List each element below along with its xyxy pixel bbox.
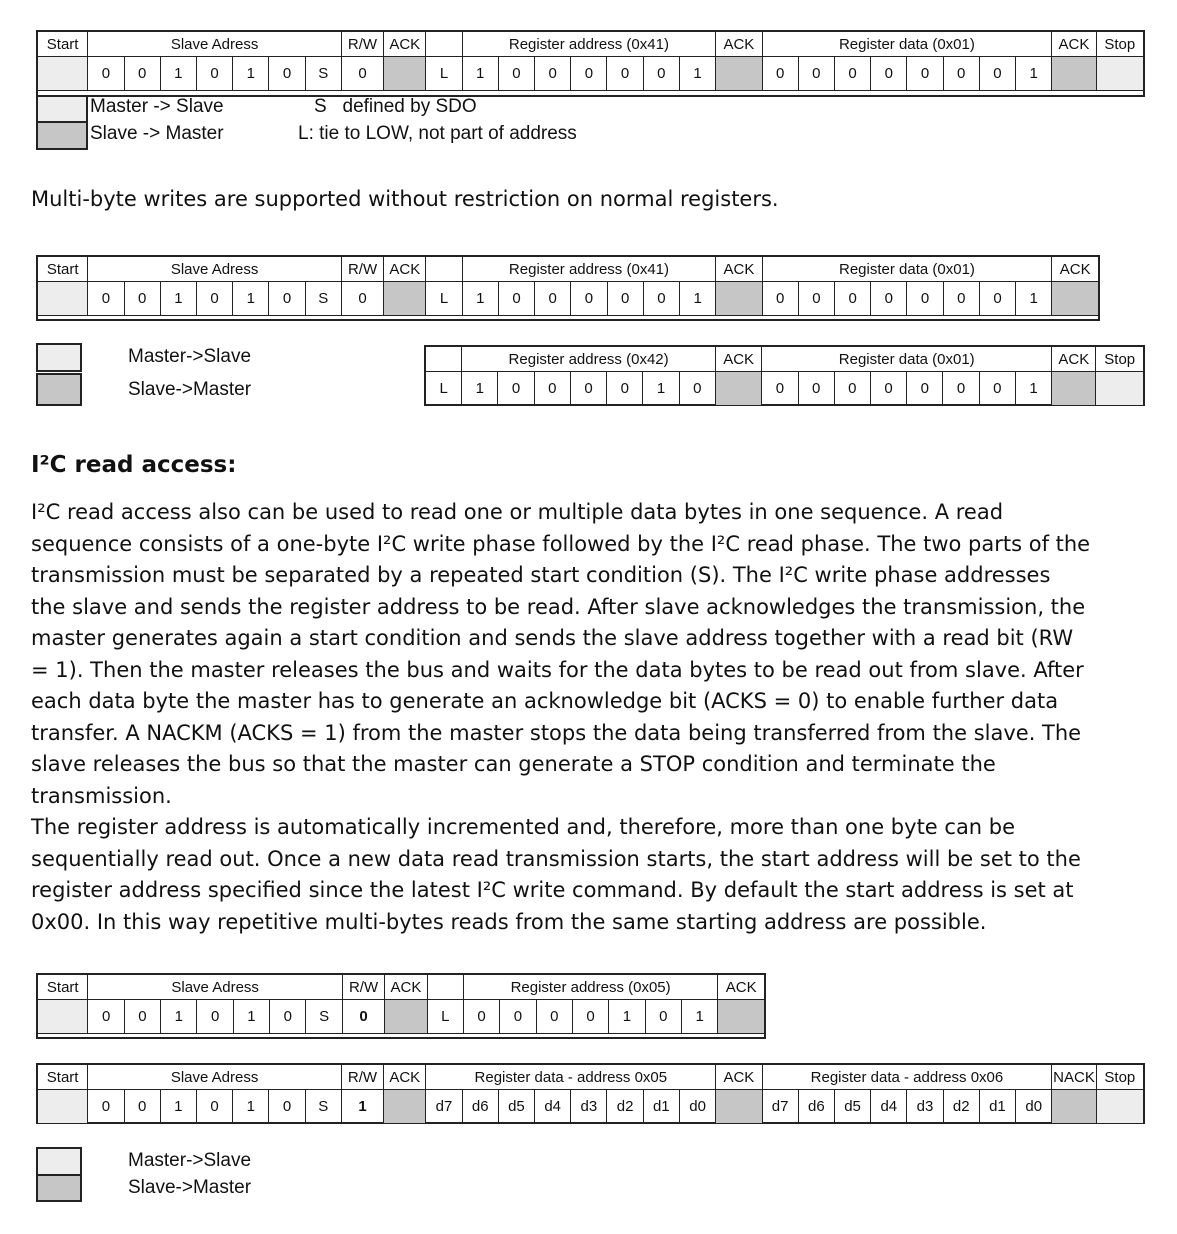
bit-cell: 0 xyxy=(835,282,871,316)
bit-cell: d3 xyxy=(571,1090,607,1124)
bit-cell: d7 xyxy=(762,1090,798,1124)
register-address-header: Register address (0x42) xyxy=(462,347,716,372)
bit-cell: 0 xyxy=(124,57,160,91)
start-cell-body xyxy=(38,1090,88,1124)
bit-cell: 0 xyxy=(762,57,798,91)
blank-header xyxy=(427,975,463,1000)
bit-cell: 0 xyxy=(943,282,979,316)
master-legend-swatch xyxy=(36,95,88,123)
bit-cell: 0 xyxy=(196,57,232,91)
start-cell-body xyxy=(38,1000,88,1034)
bit-cell: 1 xyxy=(462,57,498,91)
ack-header: ACK xyxy=(716,32,762,57)
legend-master-to-slave: Master->Slave xyxy=(128,346,252,367)
bit-cell: 0 xyxy=(798,372,834,406)
bit-cell: d0 xyxy=(679,1090,715,1124)
l-note: L: tie to LOW, not part of address xyxy=(298,123,577,144)
ack-cell xyxy=(716,282,762,316)
bit-cell: d6 xyxy=(798,1090,834,1124)
bit-cell: 1 xyxy=(233,57,269,91)
ack-cell xyxy=(385,1000,427,1034)
bit-cell: 1 xyxy=(1016,282,1052,316)
bit-cell: 0 xyxy=(870,372,906,406)
bit-cell: 0 xyxy=(535,57,571,91)
blank-header xyxy=(426,347,462,372)
bit-cell: 1 xyxy=(1016,57,1052,91)
bit-cell: 1 xyxy=(643,372,679,406)
bit-cell: d3 xyxy=(907,1090,943,1124)
bit-cell: 0 xyxy=(979,57,1015,91)
ack-header: ACK xyxy=(1052,257,1099,282)
bit-cell: 0 xyxy=(762,282,798,316)
multi-write-diagram-row1 xyxy=(37,256,1099,316)
bit-cell: 0 xyxy=(645,1000,681,1034)
bit-cell: d4 xyxy=(535,1090,571,1124)
bit-cell: 1 xyxy=(233,282,269,316)
ack-cell xyxy=(716,57,762,91)
stop-header: Stop xyxy=(1096,347,1144,372)
rw-bit-cell: 1 xyxy=(341,1090,383,1124)
bit-cell: 0 xyxy=(979,372,1015,406)
bit-cell: 0 xyxy=(607,57,643,91)
ack-header: ACK xyxy=(716,257,762,282)
bit-cell: 0 xyxy=(834,372,870,406)
s-note: S defined by SDO xyxy=(314,96,477,117)
ack-cell xyxy=(384,282,426,316)
stop-cell xyxy=(1096,1090,1143,1124)
read-phase-diagram xyxy=(37,1064,1144,1124)
read-access-paragraph-2: The register address is automatically incremented and, therefore, more than one byte can be sequentially read out. Once a new data read transmission starts, the start address will be set to the register address specified since the latest I²C write command. By default the start address is set at 0x00. In this way repetitive multi-bytes reads from the same starting address are possible. xyxy=(31,815,1081,934)
ack-header: ACK xyxy=(715,347,761,372)
nack-cell xyxy=(1052,1090,1096,1124)
legend-slave-to-master: Slave->Master xyxy=(128,1177,252,1198)
bit-cell: d6 xyxy=(462,1090,498,1124)
bit-cell: 0 xyxy=(270,1000,306,1034)
slave-legend-swatch xyxy=(36,373,82,406)
bit-cell: 0 xyxy=(463,1000,499,1034)
rw-header: R/W xyxy=(341,257,383,282)
master-legend-swatch xyxy=(36,343,82,372)
bit-cell: 0 xyxy=(498,372,534,406)
ack-cell xyxy=(715,372,761,406)
register-data-header: Register data - address 0x06 xyxy=(762,1065,1052,1090)
bit-cell: 1 xyxy=(679,57,715,91)
bit-cell: 0 xyxy=(979,282,1015,316)
stop-cell xyxy=(1096,57,1143,91)
bit-cell: 0 xyxy=(907,57,943,91)
bit-cell: 0 xyxy=(607,372,643,406)
read-access-heading: I²C read access: xyxy=(31,452,237,478)
bit-cell: 0 xyxy=(571,57,607,91)
bit-cell: 0 xyxy=(197,1000,233,1034)
bit-cell: d4 xyxy=(871,1090,907,1124)
bit-cell: d7 xyxy=(426,1090,462,1124)
bit-cell: 0 xyxy=(124,1090,160,1124)
bit-cell: d1 xyxy=(643,1090,679,1124)
bit-cell: 0 xyxy=(124,282,160,316)
ack-header: ACK xyxy=(1052,347,1096,372)
bit-cell: S xyxy=(306,1000,342,1034)
ack-cell xyxy=(718,1000,765,1034)
bit-cell: 0 xyxy=(88,1000,124,1034)
register-data-header: Register data (0x01) xyxy=(762,257,1052,282)
bit-cell: 0 xyxy=(907,282,943,316)
bit-cell: 0 xyxy=(498,57,534,91)
bit-cell: 0 xyxy=(834,57,870,91)
start-cell: Start xyxy=(38,257,88,282)
bit-cell: d2 xyxy=(943,1090,979,1124)
bit-cell: 0 xyxy=(871,57,907,91)
bit-cell: 0 xyxy=(572,1000,608,1034)
bit-cell: d0 xyxy=(1016,1090,1052,1124)
bit-cell: 1 xyxy=(679,282,715,316)
ack-cell xyxy=(384,1090,426,1124)
bit-cell: 0 xyxy=(643,57,679,91)
bit-cell: L xyxy=(426,57,462,91)
single-write-diagram xyxy=(37,31,1144,91)
slave-address-header: Slave Adress xyxy=(88,257,342,282)
bit-cell: 0 xyxy=(498,282,534,316)
bit-cell: 0 xyxy=(124,1000,160,1034)
master-legend-swatch xyxy=(36,1147,82,1176)
bit-cell: L xyxy=(427,1000,463,1034)
ack-cell xyxy=(716,1090,762,1124)
bit-cell: d2 xyxy=(607,1090,643,1124)
rw-bit-cell: 0 xyxy=(342,1000,384,1034)
start-cell: Start xyxy=(38,975,88,1000)
register-data-header: Register data (0x01) xyxy=(762,32,1052,57)
legend-slave-to-master: Slave -> Master xyxy=(90,123,224,144)
stop-header: Stop xyxy=(1096,1065,1143,1090)
ack-header: ACK xyxy=(384,32,426,57)
start-cell-body xyxy=(38,282,88,316)
bit-cell: 0 xyxy=(871,282,907,316)
ack-header: ACK xyxy=(1052,32,1096,57)
read-access-paragraph-1: I²C read access also can be used to read one or multiple data bytes in one sequence. A read sequence consists of a one-byte I²C write phase followed by the I²C read phase. The two parts of the transmission must be separated by a repeated start condition (S). The I²C write phase addresses the slave and sends the register address to be read. After slave acknowledges the transmission, the master generates again a start condition and sends the slave address together with a read bit (RW = 1). Then the master releases the bus and waits for the data bytes to be read out from slave. After each data byte the master has to generate an acknowledge bit (ACKS = 0) to enable further data transfer. A NACKM (ACKS = 1) from the master stops the data being transferred from the slave. The slave releases the bus so that the master can generate a STOP condition and terminate the transmission. xyxy=(31,500,1091,808)
slave-address-header: Slave Adress xyxy=(88,1065,342,1090)
legend-slave-to-master: Slave->Master xyxy=(128,379,252,400)
legend-master-to-slave: Master->Slave xyxy=(128,1150,252,1171)
bit-cell: 0 xyxy=(269,57,305,91)
bit-cell: S xyxy=(305,1090,341,1124)
bit-cell: 0 xyxy=(88,282,124,316)
bit-cell: 0 xyxy=(907,372,943,406)
bit-cell: 0 xyxy=(762,372,798,406)
bit-cell: 1 xyxy=(462,282,498,316)
bit-cell: S xyxy=(305,282,341,316)
bit-cell: d1 xyxy=(979,1090,1015,1124)
multi-byte-text: Multi-byte writes are supported without restriction on normal registers. xyxy=(31,187,779,211)
bit-cell: 0 xyxy=(500,1000,536,1034)
rw-header: R/W xyxy=(341,1065,383,1090)
bit-cell: d5 xyxy=(834,1090,870,1124)
register-address-header: Register address (0x41) xyxy=(462,257,716,282)
nack-header: NACK xyxy=(1052,1065,1096,1090)
bit-cell: 0 xyxy=(88,1090,124,1124)
slave-legend-swatch xyxy=(36,1174,82,1202)
bit-cell: 0 xyxy=(943,57,979,91)
register-data-header: Register data (0x01) xyxy=(762,347,1052,372)
bit-cell: 1 xyxy=(160,1090,196,1124)
ack-cell xyxy=(1052,372,1096,406)
register-address-header: Register address (0x05) xyxy=(463,975,717,1000)
bit-cell: 1 xyxy=(609,1000,645,1034)
blank-header xyxy=(426,257,462,282)
ack-header: ACK xyxy=(384,1065,426,1090)
slave-address-header: Slave Adress xyxy=(88,975,342,1000)
bit-cell: 1 xyxy=(681,1000,717,1034)
bit-cell: 1 xyxy=(233,1090,269,1124)
bit-cell: 0 xyxy=(269,1090,305,1124)
ack-cell xyxy=(1052,282,1099,316)
bit-cell: 0 xyxy=(643,282,679,316)
bit-cell: 0 xyxy=(534,372,570,406)
bit-cell: 0 xyxy=(943,372,979,406)
rw-header: R/W xyxy=(341,32,383,57)
read-write-phase-diagram xyxy=(37,974,765,1034)
bit-cell: 1 xyxy=(462,372,498,406)
ack-cell xyxy=(384,57,426,91)
bit-cell: 0 xyxy=(571,282,607,316)
rw-bit-cell: 0 xyxy=(341,57,383,91)
bit-cell: 0 xyxy=(536,1000,572,1034)
bit-cell: 0 xyxy=(798,57,834,91)
bit-cell: 1 xyxy=(161,1000,197,1034)
bit-cell: 0 xyxy=(269,282,305,316)
bit-cell: 0 xyxy=(607,282,643,316)
ack-cell xyxy=(1052,57,1096,91)
bit-cell: S xyxy=(305,57,341,91)
start-cell: Start xyxy=(38,32,88,57)
bit-cell: 1 xyxy=(160,282,196,316)
bit-cell: 1 xyxy=(160,57,196,91)
bit-cell: 0 xyxy=(196,282,232,316)
bit-cell: 0 xyxy=(679,372,715,406)
start-cell-body xyxy=(38,57,88,91)
start-cell: Start xyxy=(38,1065,88,1090)
stop-header: Stop xyxy=(1096,32,1143,57)
ack-header: ACK xyxy=(716,1065,762,1090)
ack-header: ACK xyxy=(385,975,427,1000)
bit-cell: L xyxy=(426,282,462,316)
bit-cell: 1 xyxy=(1015,372,1051,406)
rw-header: R/W xyxy=(342,975,384,1000)
register-address-header: Register address (0x41) xyxy=(462,32,716,57)
slave-address-header: Slave Adress xyxy=(88,32,342,57)
bit-cell: L xyxy=(426,372,462,406)
bit-cell: 0 xyxy=(570,372,606,406)
bit-cell: 0 xyxy=(535,282,571,316)
bit-cell: d5 xyxy=(498,1090,534,1124)
bit-cell: 0 xyxy=(798,282,834,316)
bit-cell: 1 xyxy=(233,1000,269,1034)
legend-master-to-slave: Master -> Slave xyxy=(90,96,224,117)
slave-legend-swatch xyxy=(36,121,88,150)
bit-cell: 0 xyxy=(88,57,124,91)
multi-write-diagram-row2 xyxy=(425,346,1144,406)
bit-cell: 0 xyxy=(196,1090,232,1124)
stop-cell xyxy=(1096,372,1144,406)
ack-header: ACK xyxy=(384,257,426,282)
register-data-header: Register data - address 0x05 xyxy=(426,1065,716,1090)
blank-header xyxy=(426,32,462,57)
rw-bit-cell: 0 xyxy=(341,282,383,316)
ack-header: ACK xyxy=(718,975,765,1000)
